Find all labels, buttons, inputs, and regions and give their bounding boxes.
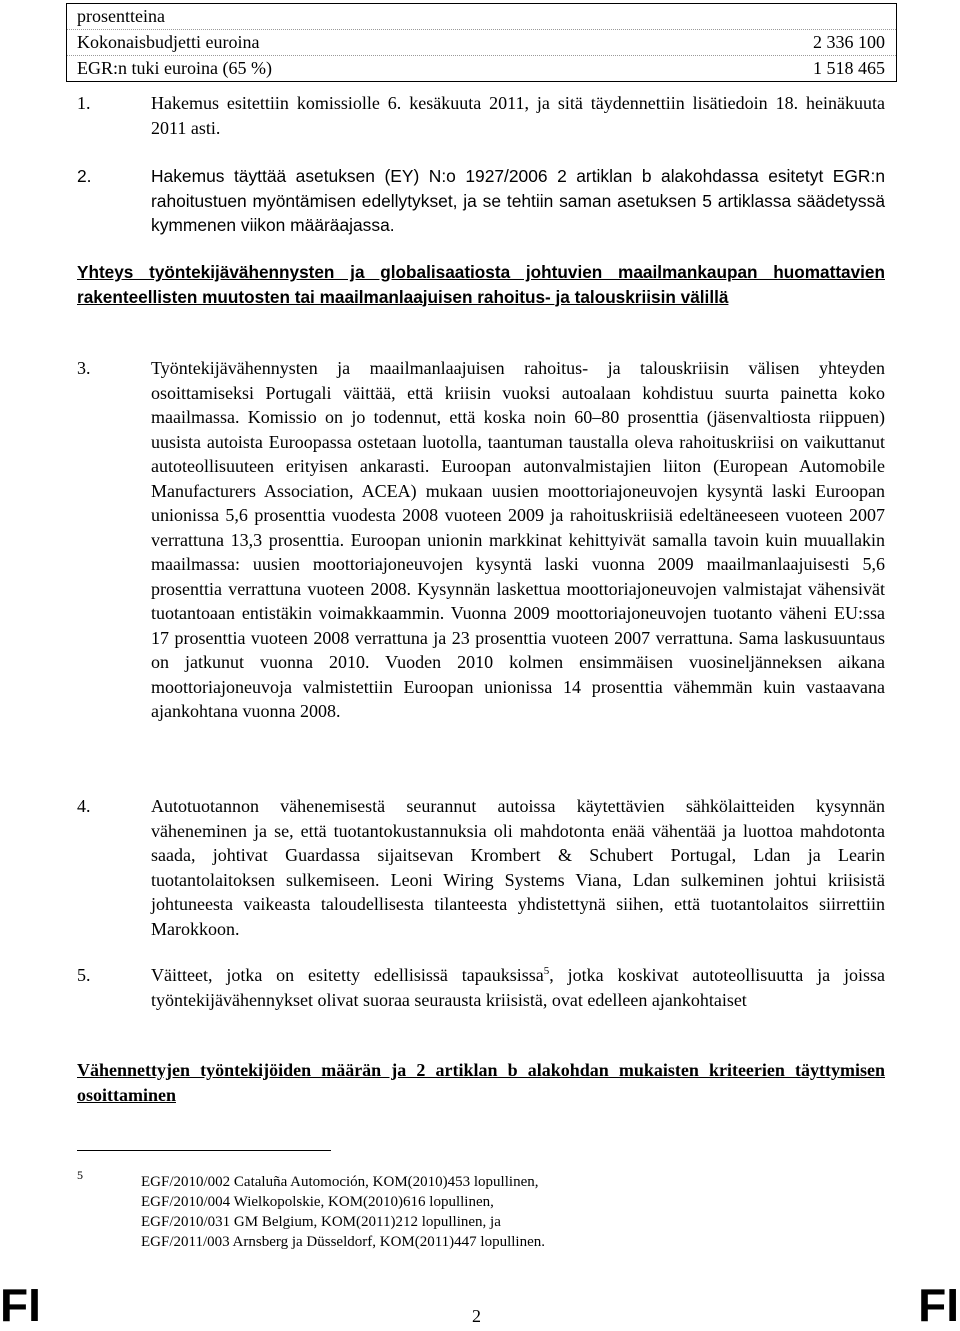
footnote-mark: 5 (77, 1168, 83, 1182)
budget-amount: 2 336 100 (813, 32, 885, 52)
footnote-text (141, 1172, 545, 1252)
budget-row (67, 4, 896, 29)
footnote-line: EGF/2010/002 Cataluña Automoción, KOM(2010)453 lopullinen, (141, 1174, 539, 1190)
paragraph-text-part: Väitteet, jotka on esitetty edellisissä tapauksissa (151, 965, 544, 985)
budget-row-total (67, 29, 896, 55)
budget-row-label: EGR:n tuki euroina (65 %) (77, 58, 272, 78)
paragraph-2 (77, 164, 885, 238)
budget-amount: 1 518 465 (813, 58, 885, 78)
paragraph-1 (77, 91, 885, 140)
footnote-line: EGF/2010/004 Wielkopolskie, KOM(2010)616 lopullinen, (141, 1194, 494, 1210)
budget-row-label: Kokonaisbudjetti euroina (77, 32, 260, 52)
footer-language-code: FI (918, 1279, 959, 1331)
paragraph-5 (77, 963, 885, 1012)
budget-row-label: prosentteina (77, 6, 165, 26)
paragraph-number: 3. (77, 358, 91, 378)
paragraph-text: Autotuotannon vähenemisestä seurannut autoissa käytettävien sähkölaitteiden kysynnän väheneminen ja se, että tuotantokustannuksia oli mahdotonta enää vähentää ja luottoa mahdotonta saada, johtivat Guardassa sijaitsevan Krombert & Schubert Portugal, Ldan ja Learin tuotantolaitoksen sulkemiseen. Leoni Wiring Systems Viana, Ldan sulkeminen johtui kriisistä johtuneesta vaikeasta taloudellisesta tilanteesta yhdistettynä siihen, että tuotantolaitos siirrettiin Marokkoon. (151, 796, 885, 939)
paragraph-number: 1. (77, 93, 91, 113)
paragraph-text: Hakemus täyttää asetuksen (EY) N:o 1927/2006 2 artiklan b alakohdassa esitetyt EGR:n rahoitustuen myöntämisen edellytykset, ja se tehtiin saman asetuksen 5 artiklassa säädetyssä kymmenen viikon määräajassa. (151, 166, 885, 235)
paragraph-number: 2. (77, 166, 92, 186)
paragraph-text-part: , jotka koskivat autoteollisuutta ja joissa työntekijävähennykset olivat suoraa seurausta kriisistä, ovat edelleen ajankohtaiset (151, 965, 885, 1010)
footer-language-code: FI (0, 1279, 41, 1331)
paragraph-text: Hakemus esitettiin komissiolle 6. kesäkuuta 2011, ja sitä täydennettiin lisätiedoin 18. heinäkuuta 2011 asti. (151, 93, 885, 138)
paragraph-4 (77, 794, 885, 941)
footnote-line: EGF/2010/031 GM Belgium, KOM(2011)212 lopullinen, ja (141, 1214, 501, 1230)
paragraph-3 (77, 356, 885, 724)
paragraph-text: Työntekijävähennysten ja maailmanlaajuisen rahoitus- ja talouskriisin välisen yhteyden osoittamiseksi Portugali väittää, että kriisin vuoksi autoalaan kohdistuu suurta painetta koko maailmassa. Komissio on jo todennut, että koska noin 60–80 prosenttia (jäsenvaltiosta riippuen) uusista autoista Euroopassa ostetaan luotolla, taantuman taustalla oleva rahoituskriisi on vaikuttanut autoteollisuuteen erityisen ankarasti. Euroopan autonvalmistajien liiton (European Automobile Manufacturers Association, ACEA) mukaan uusien moottoriajoneuvojen kysyntä laski Euroopan unionissa 5,6 prosenttia vuodesta 2008 vuoteen 2009 ja rahoituskriisiä edeltäneeseen vuoteen 2007 verrattuna 13,3 prosenttia. Euroopan unionin markkinat kehittyivät samalla tavoin kuin muuallakin maailmassa: uusien moottoriajoneuvojen kysyntä laski vuonna 2009 maailmanlaajuisesti 5,6 prosenttia verrattuna vuoteen 2008. Kysynnän laskettua moottoriajoneuvojen valmistajat vähensivät tuotantoaan entistäkin voimakkaammin. Vuonna 2009 moottoriajoneuvojen tuotanto väheni EU:ssa 17 prosenttia vuoteen 2008 verrattuna ja 23 prosenttia vuoteen 2007 verrattuna. Sama laskusuuntaus on jatkunut vuonna 2010. Vuoden 2010 kolmen ensimmäisen vuosineljänneksen aikana moottoriajoneuvoja valmistettiin Euroopan unionissa 14 prosenttia vähemmän kuin vastaavana ajankohtana vuonna 2008. (151, 358, 885, 721)
budget-row-egf (67, 55, 896, 81)
footnote-line: EGF/2011/003 Arnsberg ja Düsseldorf, KOM(2011)447 lopullinen. (141, 1234, 545, 1250)
section-heading-crisis-link: Yhteys työntekijävähennysten ja globalisaatiosta johtuvien maailmankaupan huomattavien rakenteellisten muutosten tai maailmanlaajuisen rahoitus- ja talouskriisin välillä (77, 262, 885, 307)
paragraph-number: 4. (77, 796, 91, 816)
paragraph-text (151, 963, 885, 1012)
footnote-reference[interactable]: 5 (543, 965, 550, 977)
budget-table (66, 3, 897, 82)
section-heading-criteria: Vähennettyjen työntekijöiden määrän ja 2 artiklan b alakohdan mukaisten kriteerien täyttymisen osoittaminen (77, 1060, 885, 1105)
footnote-separator (77, 1150, 331, 1151)
paragraph-number: 5. (77, 965, 91, 985)
page-number: 2 (472, 1306, 481, 1326)
